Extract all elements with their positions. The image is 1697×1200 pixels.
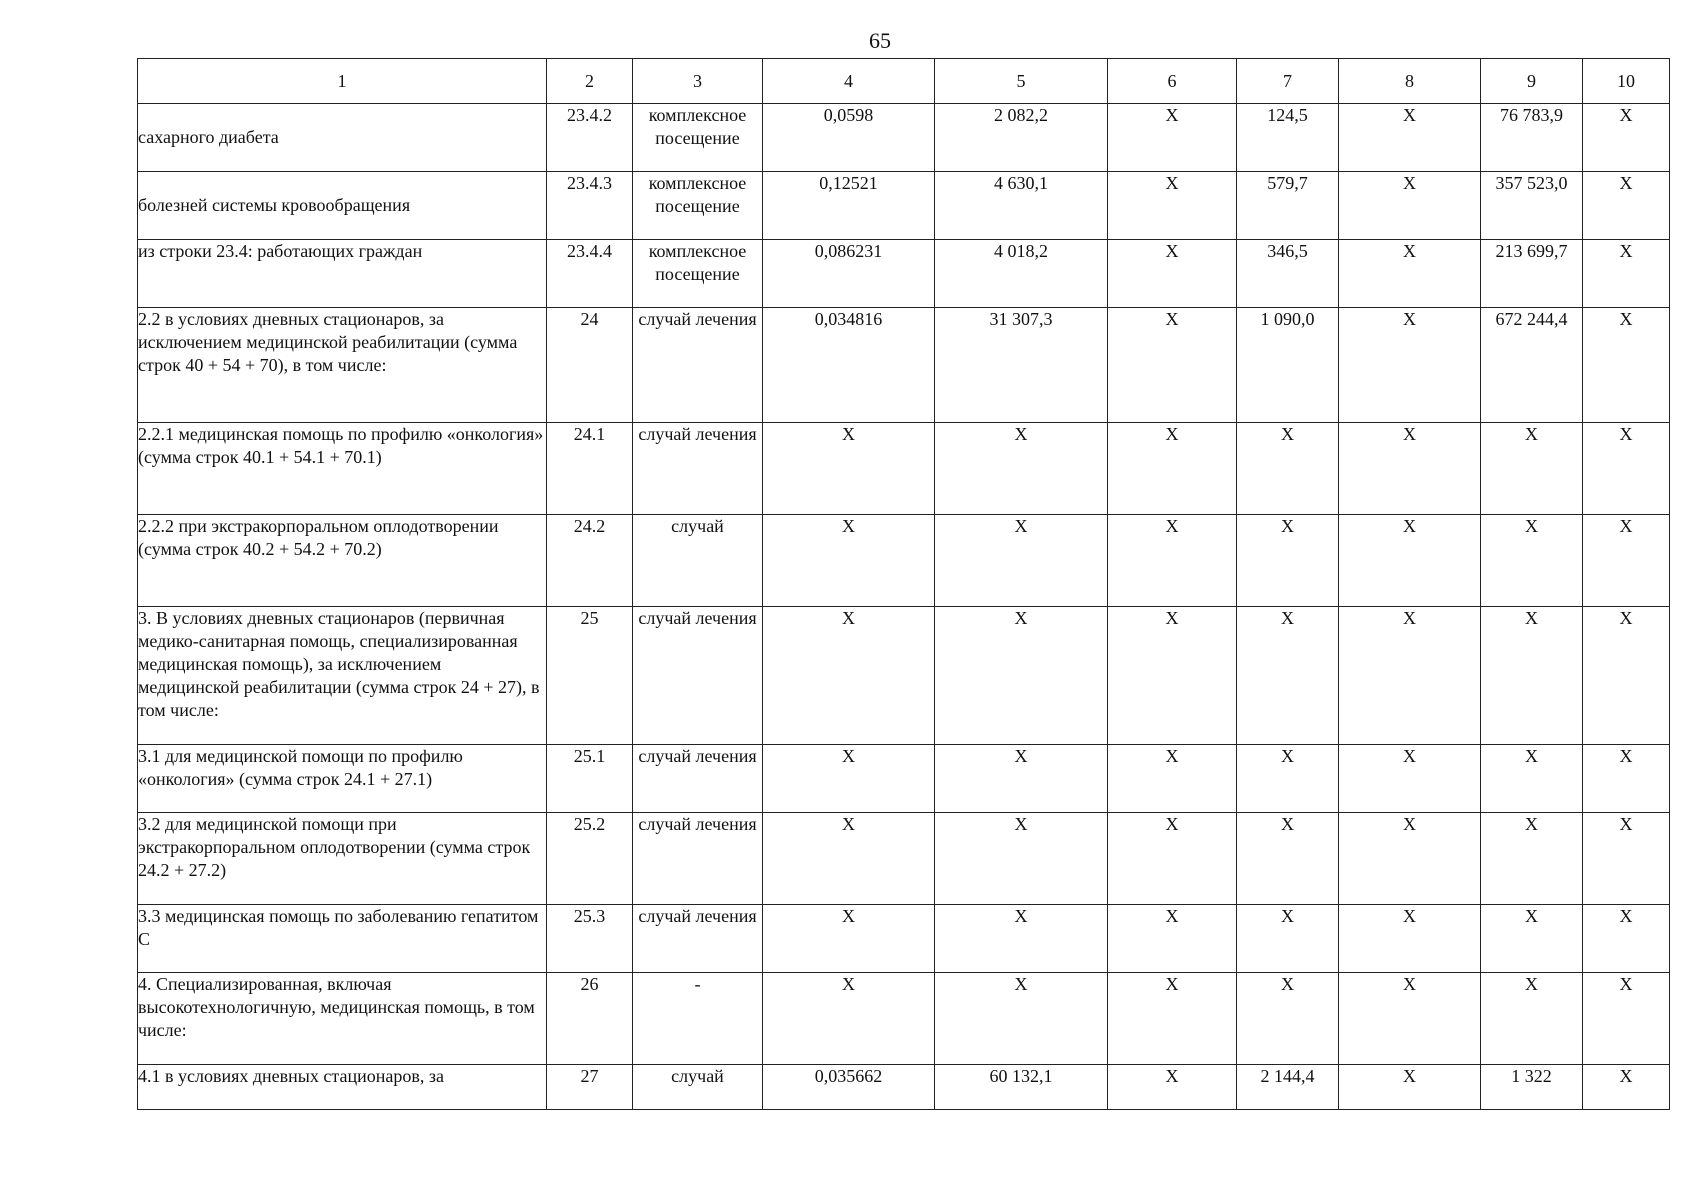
row-code: 26 <box>547 973 633 1065</box>
cell-col10: Х <box>1583 423 1670 515</box>
row-code: 27 <box>547 1065 633 1110</box>
cell-col9: 1 322 <box>1481 1065 1583 1110</box>
column-header: 7 <box>1237 59 1339 104</box>
cell-col4: Х <box>763 905 935 973</box>
cell-col5: Х <box>935 607 1108 745</box>
row-name: 2.2.2 при экстракорпоральном оплодотворении (сумма строк 40.2 + 54.2 + 70.2) <box>138 515 547 607</box>
column-header: 2 <box>547 59 633 104</box>
cell-col4: Х <box>763 515 935 607</box>
cell-col10: Х <box>1583 240 1670 308</box>
cell-col10: Х <box>1583 104 1670 172</box>
cell-col8: Х <box>1339 308 1481 423</box>
row-name: 3. В условиях дневных стационаров (первичная медико-санитарная помощь, специализированная медицинская помощь), за исключением медицинской реабилитации (сумма строк 24 + 27), в том числе: <box>138 607 547 745</box>
header-row <box>138 59 1670 104</box>
cell-col7: Х <box>1237 515 1339 607</box>
cell-col5: 4 630,1 <box>935 172 1108 240</box>
row-code: 24 <box>547 308 633 423</box>
cell-col6: Х <box>1108 515 1237 607</box>
cell-col6: Х <box>1108 607 1237 745</box>
cell-col6: Х <box>1108 308 1237 423</box>
row-name: 3.2 для медицинской помощи при экстракорпоральном оплодотворении (сумма строк 24.2 + 27.2) <box>138 813 547 905</box>
cell-col7: 579,7 <box>1237 172 1339 240</box>
cell-col5: 4 018,2 <box>935 240 1108 308</box>
cell-col7: Х <box>1237 607 1339 745</box>
cell-col9: Х <box>1481 973 1583 1065</box>
cell-col7: Х <box>1237 905 1339 973</box>
cell-col5: Х <box>935 423 1108 515</box>
cell-col6: Х <box>1108 1065 1237 1110</box>
cell-col4: Х <box>763 607 935 745</box>
row-name: 2.2.1 медицинская помощь по профилю «онкология» (сумма строк 40.1 + 54.1 + 70.1) <box>138 423 547 515</box>
cell-col4: Х <box>763 745 935 813</box>
table-row <box>138 745 1670 813</box>
column-header: 3 <box>633 59 763 104</box>
cell-col10: Х <box>1583 515 1670 607</box>
cell-col9: Х <box>1481 813 1583 905</box>
table-row <box>138 172 1670 240</box>
cell-col9: Х <box>1481 607 1583 745</box>
row-name: сахарного диабета <box>138 104 547 172</box>
cell-col8: Х <box>1339 813 1481 905</box>
cell-col7: 346,5 <box>1237 240 1339 308</box>
row-name: 3.3 медицинская помощь по заболеванию гепатитом С <box>138 905 547 973</box>
cell-col9: 357 523,0 <box>1481 172 1583 240</box>
row-name: 2.2 в условиях дневных стационаров, за исключением медицинской реабилитации (сумма строк 40 + 54 + 70), в том числе: <box>138 308 547 423</box>
cell-col8: Х <box>1339 905 1481 973</box>
cell-col4: Х <box>763 423 935 515</box>
table-row <box>138 423 1670 515</box>
cell-col10: Х <box>1583 172 1670 240</box>
cell-col10: Х <box>1583 308 1670 423</box>
column-header: 8 <box>1339 59 1481 104</box>
row-name: из строки 23.4: работающих граждан <box>138 240 547 308</box>
cell-col6: Х <box>1108 172 1237 240</box>
cell-col8: Х <box>1339 515 1481 607</box>
cell-col5: Х <box>935 973 1108 1065</box>
table-row <box>138 515 1670 607</box>
cell-col7: 1 090,0 <box>1237 308 1339 423</box>
cell-col5: 60 132,1 <box>935 1065 1108 1110</box>
row-code: 24.1 <box>547 423 633 515</box>
table-row <box>138 240 1670 308</box>
cell-col6: Х <box>1108 905 1237 973</box>
data-table <box>137 58 1670 1110</box>
row-unit: случай лечения <box>633 308 763 423</box>
cell-col5: 31 307,3 <box>935 308 1108 423</box>
cell-col9: Х <box>1481 745 1583 813</box>
cell-col5: Х <box>935 745 1108 813</box>
row-unit: случай лечения <box>633 423 763 515</box>
cell-col10: Х <box>1583 1065 1670 1110</box>
cell-col4: 0,12521 <box>763 172 935 240</box>
cell-col7: 2 144,4 <box>1237 1065 1339 1110</box>
cell-col5: Х <box>935 905 1108 973</box>
row-code: 23.4.2 <box>547 104 633 172</box>
cell-col6: Х <box>1108 240 1237 308</box>
cell-col8: Х <box>1339 607 1481 745</box>
cell-col4: 0,035662 <box>763 1065 935 1110</box>
cell-col9: 213 699,7 <box>1481 240 1583 308</box>
row-unit: случай лечения <box>633 813 763 905</box>
row-unit: случай лечения <box>633 905 763 973</box>
cell-col8: Х <box>1339 745 1481 813</box>
table-row <box>138 973 1670 1065</box>
row-code: 25 <box>547 607 633 745</box>
row-unit: - <box>633 973 763 1065</box>
cell-col7: Х <box>1237 813 1339 905</box>
row-name: 4. Специализированная, включая высокотехнологичную, медицинская помощь, в том числе: <box>138 973 547 1065</box>
row-name: 3.1 для медицинской помощи по профилю «онкология» (сумма строк 24.1 + 27.1) <box>138 745 547 813</box>
cell-col9: Х <box>1481 515 1583 607</box>
row-unit: комплексное посещение <box>633 104 763 172</box>
row-unit: комплексное посещение <box>633 240 763 308</box>
cell-col10: Х <box>1583 813 1670 905</box>
table-row <box>138 104 1670 172</box>
cell-col9: 672 244,4 <box>1481 308 1583 423</box>
cell-col5: Х <box>935 515 1108 607</box>
cell-col8: Х <box>1339 240 1481 308</box>
cell-col10: Х <box>1583 745 1670 813</box>
column-header: 1 <box>138 59 547 104</box>
cell-col7: Х <box>1237 423 1339 515</box>
cell-col8: Х <box>1339 172 1481 240</box>
cell-col4: 0,0598 <box>763 104 935 172</box>
row-code: 25.2 <box>547 813 633 905</box>
cell-col8: Х <box>1339 104 1481 172</box>
row-unit: случай <box>633 515 763 607</box>
row-code: 24.2 <box>547 515 633 607</box>
page-number: 65 <box>869 28 891 53</box>
cell-col6: Х <box>1108 745 1237 813</box>
row-code: 23.4.4 <box>547 240 633 308</box>
table-row <box>138 607 1670 745</box>
cell-col10: Х <box>1583 905 1670 973</box>
cell-col8: Х <box>1339 423 1481 515</box>
cell-col4: Х <box>763 973 935 1065</box>
cell-col4: 0,086231 <box>763 240 935 308</box>
cell-col6: Х <box>1108 423 1237 515</box>
column-header: 5 <box>935 59 1108 104</box>
column-header: 4 <box>763 59 935 104</box>
table-row <box>138 813 1670 905</box>
row-code: 25.1 <box>547 745 633 813</box>
row-unit: случай <box>633 1065 763 1110</box>
table-row <box>138 1065 1670 1110</box>
row-code: 25.3 <box>547 905 633 973</box>
row-unit: комплексное посещение <box>633 172 763 240</box>
table-row <box>138 308 1670 423</box>
cell-col10: Х <box>1583 607 1670 745</box>
cell-col5: Х <box>935 813 1108 905</box>
cell-col10: Х <box>1583 973 1670 1065</box>
cell-col6: Х <box>1108 104 1237 172</box>
cell-col9: 76 783,9 <box>1481 104 1583 172</box>
table-row <box>138 905 1670 973</box>
cell-col7: 124,5 <box>1237 104 1339 172</box>
cell-col4: 0,034816 <box>763 308 935 423</box>
row-name: болезней системы кровообращения <box>138 172 547 240</box>
cell-col8: Х <box>1339 973 1481 1065</box>
row-code: 23.4.3 <box>547 172 633 240</box>
column-header: 6 <box>1108 59 1237 104</box>
cell-col6: Х <box>1108 973 1237 1065</box>
cell-col7: Х <box>1237 973 1339 1065</box>
cell-col9: Х <box>1481 905 1583 973</box>
row-unit: случай лечения <box>633 607 763 745</box>
cell-col5: 2 082,2 <box>935 104 1108 172</box>
cell-col9: Х <box>1481 423 1583 515</box>
column-header: 9 <box>1481 59 1583 104</box>
cell-col8: Х <box>1339 1065 1481 1110</box>
row-unit: случай лечения <box>633 745 763 813</box>
cell-col7: Х <box>1237 745 1339 813</box>
row-name: 4.1 в условиях дневных стационаров, за <box>138 1065 547 1110</box>
cell-col4: Х <box>763 813 935 905</box>
cell-col6: Х <box>1108 813 1237 905</box>
column-header: 10 <box>1583 59 1670 104</box>
